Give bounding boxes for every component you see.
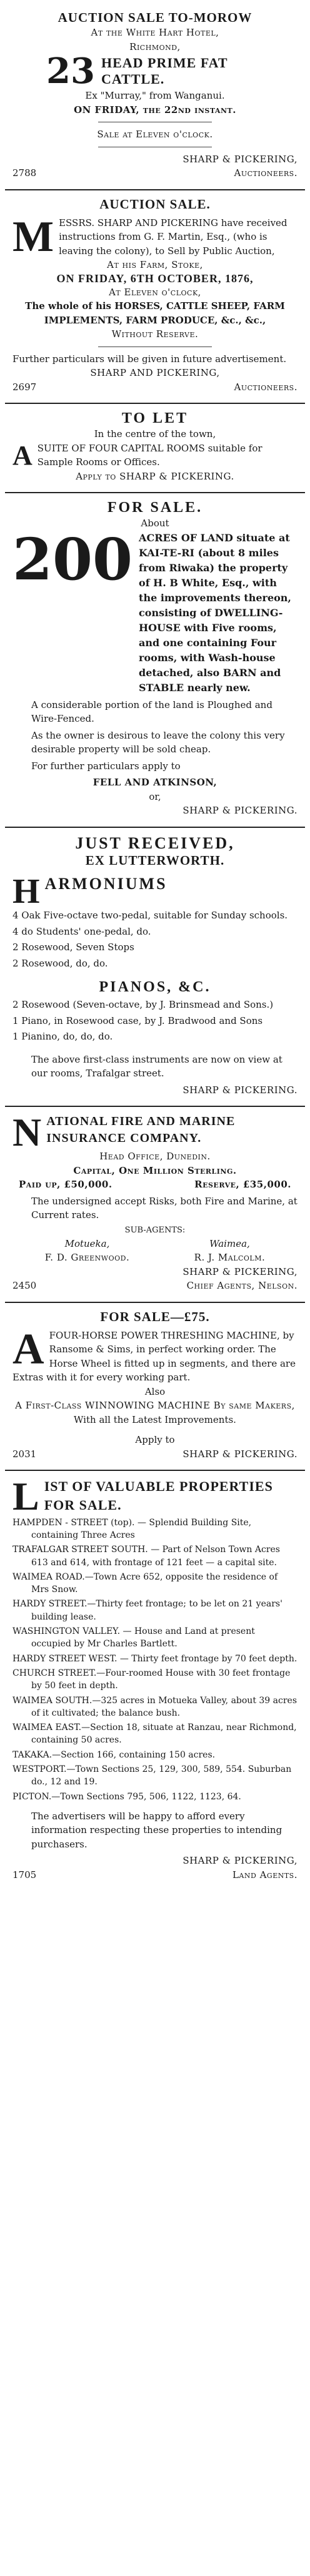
properties-heading — [12, 1474, 298, 1519]
ad-ref: 2788 — [12, 167, 37, 179]
suite-desc: SUITE OF FOUR CAPITAL ROOMS suitable for Sample Rooms or Offices. — [37, 442, 262, 468]
suite-text — [12, 441, 298, 469]
paidup-row — [12, 1177, 298, 1192]
lots-text: The whole of his HORSES, CATTLE SHEEP, FARM IMPLEMENTS, FARM PRODUCE, &c., &c., — [25, 300, 285, 326]
agents-row — [12, 1237, 298, 1265]
list-item: HAMPDEN - STREET (top). — Splendid Building Site, containing Three Acres — [12, 1517, 252, 1540]
agent-name: R. J. Malcolm. — [194, 1252, 266, 1264]
list-item: 4 do Students' one-pedal, do. — [12, 925, 151, 937]
list-item: PICTON.—Town Sections 795, 506, 1122, 1123, 64. — [12, 1791, 241, 1802]
firm-name: SHARP & PICKERING. — [182, 1448, 298, 1460]
sale-date: ON FRIDAY, 6TH OCTOBER, 1876, — [56, 272, 254, 285]
list-item: TAKAKA.—Section 166, containing 150 acres. — [12, 1749, 216, 1760]
ad-title: FOR SALE—£75. — [100, 1309, 210, 1324]
ad-title: AUCTION SALE TO-MOROW — [58, 10, 252, 25]
also-line: Also — [144, 1385, 166, 1397]
list-item: 2 Rosewood, Seven Stops — [12, 941, 134, 953]
instruments-ad — [5, 828, 305, 1108]
agent-town: Motueka, — [64, 1237, 110, 1249]
ad-role: Auctioneers. — [234, 167, 298, 179]
sale-time: Sale at Eleven o'clock. — [97, 129, 213, 140]
firm-name: SHARP & PICKERING. — [182, 1084, 298, 1096]
signature-row — [12, 1279, 298, 1293]
body-text: FOUR-HORSE POWER THRESHING MACHINE, by Ransome & Sims, in perfect working order. The Horse Wheel is fitted up in segments, and there are Extras with it for every working part. — [12, 1329, 296, 1384]
subagents-heading: SUB-AGENTS: — [124, 1225, 186, 1235]
list-item: CHURCH STREET.—Four-roomed House with 30 feet frontage by 50 feet in depth. — [12, 1668, 291, 1691]
list-title: IST OF VALUABLE PROPERTIES FOR SALE. — [44, 1478, 273, 1513]
pianos-heading: PIANOS, &C. — [99, 979, 211, 996]
signature-row — [12, 1447, 298, 1462]
properties-list — [12, 1517, 298, 1803]
ad-title: JUST RECEIVED, — [75, 833, 235, 852]
venue-line: Richmond, — [129, 41, 181, 52]
dropcap: H — [12, 872, 40, 911]
harmoniums-title: ARMONIUMS — [44, 874, 168, 893]
acre-count: 200 — [12, 525, 133, 593]
agent-name: F. D. Greenwood. — [44, 1252, 130, 1264]
apply-line: Apply to — [135, 1434, 175, 1446]
reserve: Reserve, £35,000. — [194, 1179, 291, 1191]
further-text: Further particulars will be given in future advertisement. — [12, 353, 287, 365]
lead-text: ESSRS. SHARP AND PICKERING have received instructions from G. F. Martin, Esq., (who is leaving the colony), to Sell by Public Auction, — [59, 217, 288, 257]
list-item: HARDY STREET WEST. — Thirty feet frontage by 70 feet depth. — [12, 1653, 298, 1664]
auction-sale-farm-ad — [5, 190, 305, 405]
paidup: Paid up, £50,000. — [19, 1179, 112, 1191]
dropcap: A — [12, 440, 32, 471]
apply-line: Apply to SHARP & PICKERING. — [76, 470, 234, 482]
company-name: ATIONAL FIRE AND MARINE INSURANCE COMPANY. — [46, 1114, 236, 1146]
headline-block — [12, 51, 298, 92]
ex-line: Ex "Murray," from Wanganui. — [85, 90, 225, 101]
firm-name: SHARP & PICKERING, — [182, 153, 298, 165]
ad-ref: 1705 — [12, 1869, 37, 1880]
pianos-list — [12, 998, 298, 1044]
list-item: HARDY STREET.—Thirty feet frontage; to be let on 21 years' building lease. — [12, 1599, 282, 1622]
dropcap: A — [12, 1325, 44, 1374]
ad-title: TO LET — [121, 410, 189, 426]
capital-line: Capital, One Million Sterling. — [73, 1164, 237, 1176]
body-text: The undersigned accept Risks, both Fire and Marine, at Current rates. — [31, 1195, 298, 1221]
paragraph: As the owner is desirous to leave the colony this very desirable property will be sold cheap. — [31, 729, 285, 755]
harmoniums-heading — [12, 872, 298, 911]
dropcap: L — [12, 1474, 39, 1519]
for-sale-land-ad — [5, 493, 305, 828]
paragraph: A considerable portion of the land is Ploughed and Wire-Fenced. — [31, 699, 272, 724]
headline: ACRES OF LAND situate at KAI-TE-RI (about 8 miles from Riwaka) the property of H. B White, Esq., with the improvements thereon, consisting of DWELLING-HOUSE with Five rooms, and one containing Four rooms, with Wash-house detached, also BARN and STABLE nearly new. — [139, 531, 291, 694]
headline-block — [12, 525, 298, 696]
location-line: At his Farm, Stoke, — [107, 259, 203, 270]
ad-role: Land Agents. — [232, 1869, 298, 1880]
firm-name: SHARP & PICKERING, — [182, 1266, 298, 1277]
list-item: 4 Oak Five-octave two-pedal, suitable for Sunday schools. — [12, 910, 288, 922]
properties-list-ad — [5, 1471, 305, 1890]
about-line: About — [141, 518, 169, 529]
firm-name: SHARP & PICKERING. — [182, 805, 298, 816]
location-line: In the centre of the town, — [94, 428, 216, 440]
sale-time: At Eleven o'clock, — [109, 286, 201, 298]
harmoniums-list — [12, 908, 298, 970]
list-item: WESTPORT.—Town Sections 25, 129, 300, 589, 554. Suburban do., 12 and 19. — [12, 1764, 292, 1787]
ad-role: Chief Agents, Nelson. — [186, 1280, 298, 1292]
insurance-heading — [12, 1110, 298, 1155]
firm-name: FELL AND ATKINSON, — [92, 777, 218, 788]
ad-ref: 2031 — [12, 1448, 37, 1460]
threshing-machine-ad — [5, 1303, 305, 1472]
ad-role: Auctioneers. — [234, 381, 298, 393]
agent — [194, 1237, 266, 1265]
paragraph: For further particulars apply to — [31, 760, 181, 772]
agent — [45, 1237, 130, 1265]
signature-row — [12, 166, 298, 180]
footer-text: The advertisers will be happy to afford every information respecting these properties to intending purchasers. — [31, 1810, 282, 1850]
or-line: or, — [149, 790, 161, 802]
auction-sale-cattle-ad — [5, 4, 305, 190]
to-let-ad — [5, 404, 305, 493]
winnowing-line: A First-Class WINNOWING MACHINE By same Makers, — [15, 1400, 295, 1412]
cattle-count: 23 — [46, 51, 95, 92]
ad-ref: 2450 — [12, 1280, 37, 1292]
ad-subtitle: EX LUTTERWORTH. — [85, 852, 225, 868]
improvements-line: With all the Latest Improvements. — [74, 1413, 236, 1425]
advertisement-column — [5, 0, 305, 1890]
agent-town: Waimea, — [209, 1237, 250, 1249]
footer-text: The above first-class instruments are now on view at our rooms, Trafalgar street. — [31, 1053, 282, 1079]
headline: HEAD PRIME FAT CATTLE. — [101, 54, 228, 87]
list-item: 2 Rosewood (Seven-octave, by J. Brinsmead and Sons.) — [12, 999, 274, 1011]
ad-lead — [12, 212, 298, 261]
list-item: WAIMEA EAST.—Section 18, situate at Ranzau, near Richmond, containing 50 acres. — [12, 1723, 297, 1746]
list-item: WASHINGTON VALLEY. — House and Land at present occupied by Mr Charles Bartlett. — [12, 1626, 255, 1649]
list-item: 1 Pianino, do, do, do. — [12, 1031, 113, 1043]
list-item: WAIMEA SOUTH.—325 acres in Motueka Valley, about 39 acres of it cultivated; the balance bush. — [12, 1695, 298, 1718]
sale-date: ON FRIDAY, the 22nd instant. — [74, 104, 236, 116]
firm-name: SHARP AND PICKERING, — [90, 367, 220, 378]
office-line: Head Office, Dunedin. — [99, 1151, 211, 1163]
signature-row — [12, 380, 298, 395]
firm-name: SHARP & PICKERING, — [182, 1855, 298, 1867]
ad-body — [12, 1325, 298, 1385]
list-item: 2 Rosewood, do, do. — [12, 957, 108, 969]
dropcap: M — [12, 212, 54, 261]
ad-title: AUCTION SALE. — [99, 196, 211, 212]
list-item: WAIMEA ROAD.—Town Acre 652, opposite the residence of Mrs Snow. — [12, 1571, 278, 1595]
list-item: 1 Piano, in Rosewood case, by J. Bradwood and Sons — [12, 1015, 263, 1026]
reserve-line: Without Reserve. — [111, 328, 199, 340]
signature-row — [12, 1868, 298, 1882]
dropcap: N — [12, 1110, 42, 1155]
ad-title: FOR SALE. — [107, 499, 203, 516]
list-item: TRAFALGAR STREET SOUTH. — Part of Nelson Town Acres 613 and 614, with frontage of 121 feet — a capital site. — [12, 1545, 280, 1568]
insurance-ad — [5, 1107, 305, 1303]
venue-line: At the White Hart Hotel, — [91, 27, 219, 38]
ad-ref: 2697 — [12, 381, 37, 393]
